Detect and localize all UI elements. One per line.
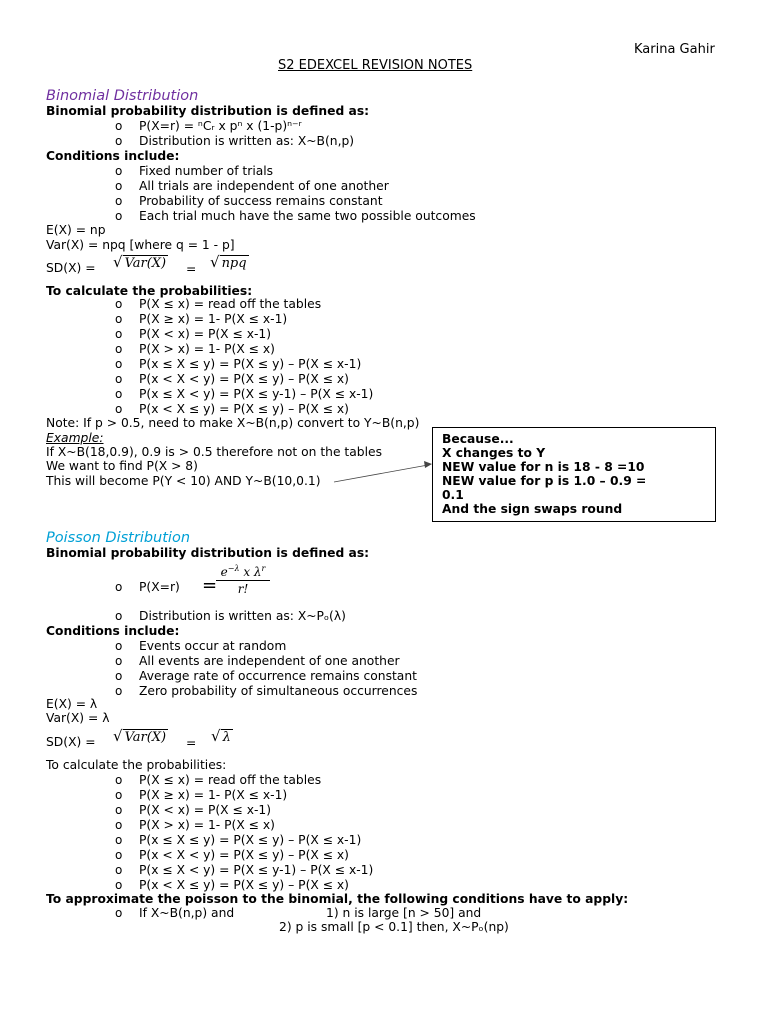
list-item: P(x < X < y) = P(X ≤ y) – P(X ≤ x) [139,372,349,386]
example-line: We want to find P(X > 8) [46,459,198,473]
list-item: P(x ≤ X < y) = P(X ≤ y-1) – P(X ≤ x-1) [139,387,374,401]
sqrt-radicand: npq [221,256,247,271]
list-item: Average rate of occurrence remains constant [139,669,417,683]
poisson-sd-sqrt-lambda [211,729,233,745]
list-item: P(X > x) = 1- P(X ≤ x) [139,342,275,356]
list-item: P(X ≤ x) = read off the tables [139,297,322,311]
binomial-heading: Binomial Distribution [46,88,199,104]
bullet-marker: o [115,639,123,653]
bullet-marker: o [115,327,123,341]
bullet-marker: o [115,357,123,371]
bullet-marker: o [115,179,123,193]
binomial-notation-item: Distribution is written as: X~B(n,p) [139,134,355,148]
list-item: P(x < X ≤ y) = P(X ≤ y) – P(X ≤ x) [139,402,349,416]
list-item: P(x ≤ X ≤ y) = P(X ≤ y) – P(X ≤ x-1) [139,357,362,371]
bullet-marker: o [115,848,123,862]
bullet-marker: o [115,788,123,802]
callout-line: NEW value for n is 18 - 8 =10 [442,460,645,474]
bullet-marker: o [115,164,123,178]
sqrt-radicand: λ [222,730,231,745]
list-item: Events occur at random [139,639,287,653]
list-item: P(x < X < y) = P(X ≤ y) – P(X ≤ x) [139,848,349,862]
sqrt-icon: √ [113,727,123,745]
poisson-heading: Poisson Distribution [46,530,191,546]
list-item: Each trial much have the same two possible outcomes [139,209,476,223]
list-item: P(X > x) = 1- P(X ≤ x) [139,818,275,832]
bullet-marker: o [115,342,123,356]
example-line: This will become P(Y < 10) AND Y~B(10,0.1) [46,474,321,488]
poisson-definition-label: Binomial probability distribution is defined as: [46,546,370,560]
binomial-pmf-item: P(X=r) = ⁿCᵣ x pⁿ x (1-p)ⁿ⁻ʳ [139,119,302,133]
callout-line: 0.1 [442,488,464,502]
bullet-marker: o [115,906,123,920]
sqrt-radicand: Var(X) [124,256,167,271]
approximation-label: To approximate the poisson to the binomial, the following conditions have to apply: [46,892,629,906]
binomial-definition-label: Binomial probability distribution is defined as: [46,104,370,118]
bullet-marker: o [115,863,123,877]
poisson-pmf-label: P(X=r) [139,580,180,594]
bullet-marker: o [115,609,123,623]
binomial-note: Note: If p > 0.5, need to make X~B(n,p) convert to Y~B(n,p) [46,416,420,430]
bullet-marker: o [115,803,123,817]
binomial-sd-label: SD(X) = [46,261,96,275]
bullet-marker: o [115,684,123,698]
list-item: Fixed number of trials [139,164,274,178]
bullet-marker: o [115,209,123,223]
binomial-calc-label: To calculate the probabilities: [46,284,253,298]
list-item: P(X ≥ x) = 1- P(X ≤ x-1) [139,788,288,802]
list-item: All events are independent of one another [139,654,400,668]
bullet-marker: o [115,312,123,326]
sqrt-radicand: Var(X) [124,730,167,745]
bullet-marker: o [115,372,123,386]
approximation-item: If X~B(n,p) and [139,906,235,920]
callout-line: NEW value for p is 1.0 – 0.9 = [442,474,647,488]
bullet-marker: o [115,194,123,208]
author-name: Karina Gahir [634,42,715,57]
list-item: P(X < x) = P(X ≤ x-1) [139,327,272,341]
binomial-variance: Var(X) = npq [where q = 1 - p] [46,238,235,252]
binomial-sd-equals: = [186,262,197,276]
binomial-sd-sqrt-var [113,255,168,271]
bullet-marker: o [115,773,123,787]
bullet-marker: o [115,878,123,892]
poisson-expectation: E(X) = λ [46,697,98,711]
callout-line: X changes to Y [442,446,546,460]
approximation-condition-2: 2) p is small [p < 0.1] then, X~Pₒ(np) [279,920,509,934]
bullet-marker: o [115,119,123,133]
poisson-pmf-equals: = [202,575,218,596]
bullet-marker: o [115,818,123,832]
binomial-conditions-label: Conditions include: [46,149,180,163]
bullet-marker: o [115,654,123,668]
example-label: Example: [46,431,104,445]
fraction-numerator: $e^{-\lambda}$ x $\lambda^r$ [220,564,266,579]
document-title: S2 EDEXCEL REVISION NOTES [278,58,473,73]
poisson-conditions-label: Conditions include: [46,624,180,638]
list-item: P(x ≤ X < y) = P(X ≤ y-1) – P(X ≤ x-1) [139,863,374,877]
bullet-marker: o [115,297,123,311]
list-item: P(x ≤ X ≤ y) = P(X ≤ y) – P(X ≤ x-1) [139,833,362,847]
poisson-calc-label: To calculate the probabilities: [46,758,227,772]
list-item: Probability of success remains constant [139,194,383,208]
list-item: P(X < x) = P(X ≤ x-1) [139,803,272,817]
poisson-sd-label: SD(X) = [46,735,96,749]
explanation-callout [432,427,716,522]
bullet-marker: o [115,402,123,416]
sqrt-icon: √ [113,253,123,271]
list-item: P(x < X ≤ y) = P(X ≤ y) – P(X ≤ x) [139,878,349,892]
list-item: P(X ≥ x) = 1- P(X ≤ x-1) [139,312,288,326]
poisson-sd-sqrt-var [113,729,168,745]
bullet-marker: o [115,833,123,847]
binomial-expectation: E(X) = np [46,223,106,237]
fraction-denominator: r! [237,582,249,596]
bullet-marker: o [115,669,123,683]
poisson-sd-equals: = [186,736,197,750]
bullet-marker: o [115,580,123,594]
bullet-marker: o [115,134,123,148]
poisson-variance: Var(X) = λ [46,711,110,725]
callout-line: And the sign swaps round [442,502,623,516]
list-item: Zero probability of simultaneous occurrences [139,684,418,698]
list-item: All trials are independent of one another [139,179,389,193]
bullet-marker: o [115,387,123,401]
sqrt-icon: √ [211,727,221,745]
example-line: If X~B(18,0.9), 0.9 is > 0.5 therefore not on the tables [46,445,382,459]
poisson-pmf-fraction [216,561,270,597]
sqrt-icon: √ [210,253,220,271]
poisson-notation-item: Distribution is written as: X~Pₒ(λ) [139,609,346,623]
list-item: P(X ≤ x) = read off the tables [139,773,322,787]
binomial-sd-sqrt-npq [210,255,249,271]
approximation-condition-1: 1) n is large [n > 50] and [326,906,482,920]
callout-line: Because... [442,432,514,446]
